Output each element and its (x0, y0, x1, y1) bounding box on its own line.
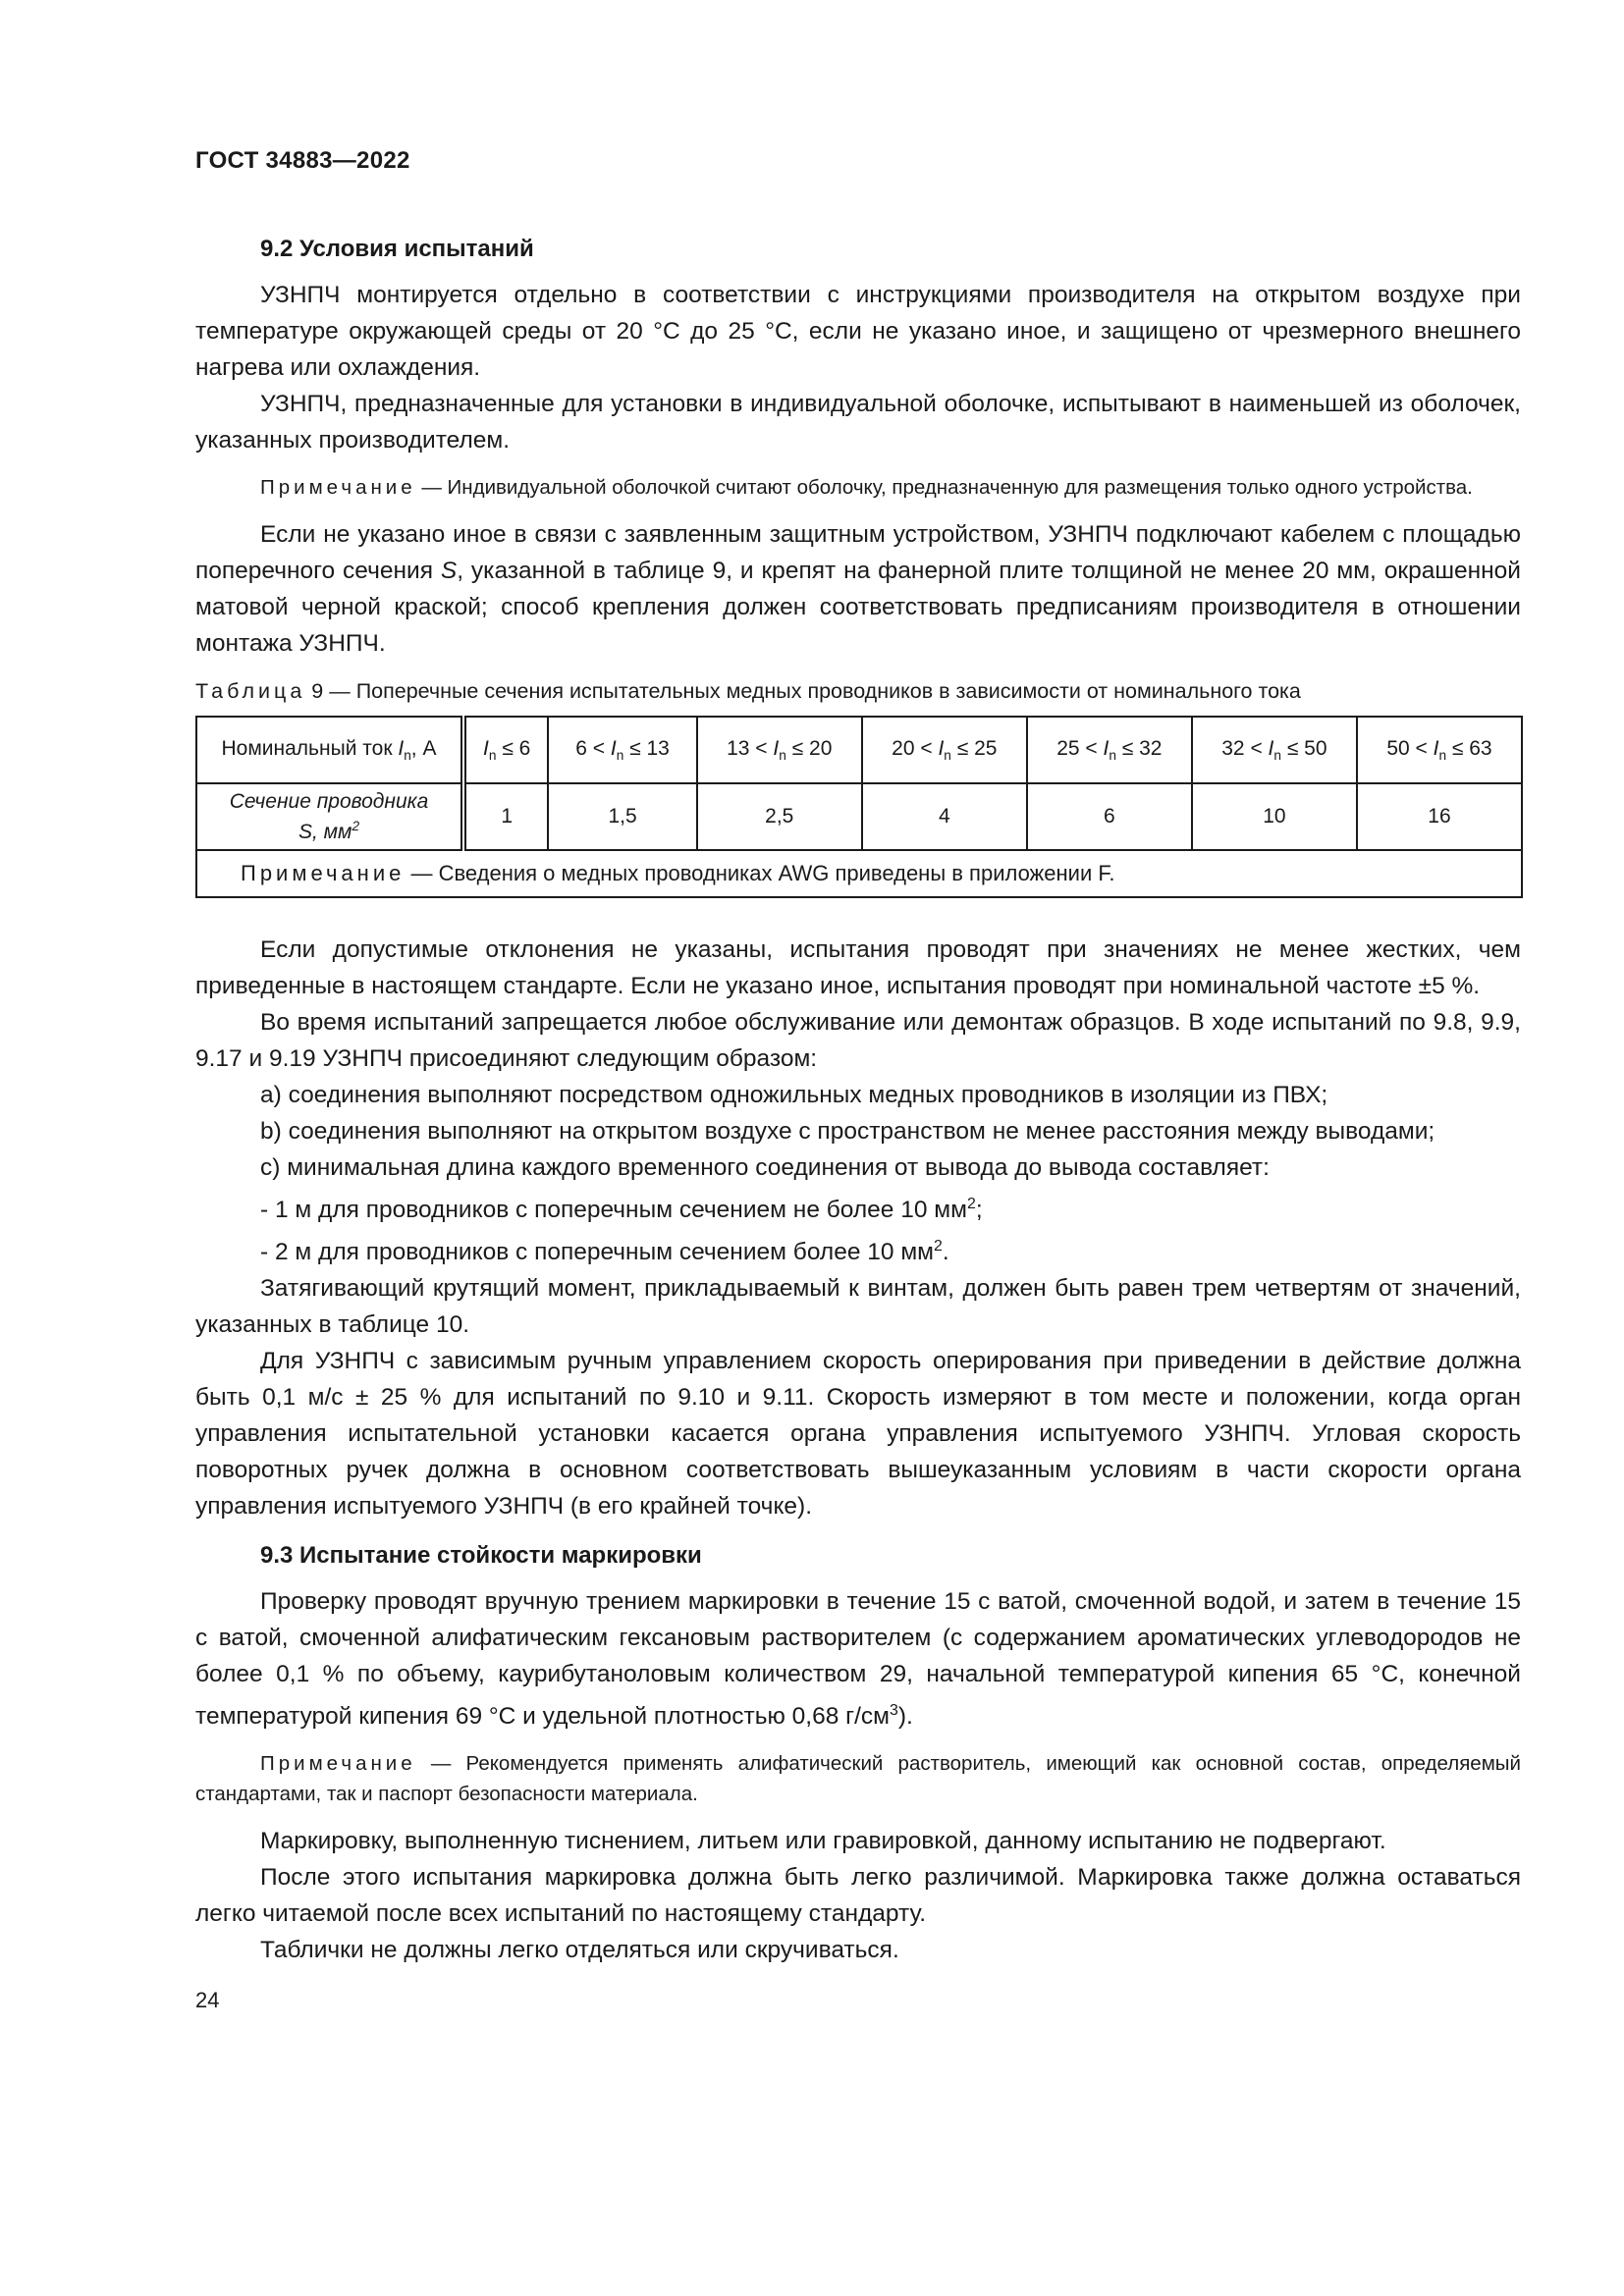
table-caption-text: 9 — Поперечные сечения испытательных медных проводников в зависимости от номинального тока (305, 679, 1301, 703)
note-label: Примечание (260, 1752, 416, 1776)
document-page (195, 147, 1521, 2013)
section-9-3-title: 9.3 Испытание стойкости маркировки (260, 1542, 702, 1570)
table-row (196, 717, 1522, 783)
table-cell: 1 (463, 783, 548, 850)
table-cell: 2,5 (697, 783, 862, 850)
paragraph: После этого испытания маркировка должна быть легко различимой. Маркировка также должна оставаться легко читаемой после всех испытаний по настоящему стандарту. (195, 1864, 1521, 1928)
list-item: а) соединения выполняют посредством одножильных медных проводников в изоляции из ПВХ; (260, 1082, 1328, 1108)
note-text: — Индивидуальной оболочкой считают оболочку, предназначенную для размещения только одного устройства. (415, 476, 1473, 499)
table-cell: $20 < I_n \le 25$ (862, 717, 1027, 783)
text-fragment: , указанной в таблице 9, и крепят на фанерной плите толщиной не менее 20 мм, окрашенной матовой черной краской; способ крепления должен соответствовать предписаниям производителя в отношении монтажа УЗНПЧ. (195, 558, 1521, 657)
paragraph: Проверку проводят вручную трением маркировки в течение 15 с ватой, смоченной водой, и затем в течение 15 с ватой, смоченной алифатическим гексановым растворителем (с содержанием ароматических углеводородов не более 0,1 % по объему, каурибутаноловым количеством 29, начальной температурой кипения 65 °С, конечной температурой кипения 69 °С и удельной плотностью 0,68 $г/см^3$). (195, 1588, 1521, 1731)
paragraph: Таблички не должны легко отделяться или скручиваться. (260, 1937, 899, 1964)
note-text: — Рекомендуется применять алифатический растворитель, имеющий как основной состав, определяемый стандартами, так и паспорт безопасности материала. (195, 1752, 1521, 1806)
table-9 (195, 716, 1523, 898)
cell-text: Сечение проводника (229, 790, 429, 813)
table-caption (195, 679, 1521, 704)
list-item: с) минимальная длина каждого временного соединения от вывода до вывода составляет: (260, 1154, 1270, 1181)
table-cell: $32 < I_n \le 50$ (1192, 717, 1357, 783)
table-cell: $25 < I_n \le 32$ (1027, 717, 1192, 783)
page-number: 24 (195, 1988, 220, 2013)
table-header-cell (196, 717, 463, 783)
text-fragment: Если не указано иное в связи с заявленным защитным устройством, УЗНПЧ подключают кабелем с площадью поперечного сечения (195, 521, 1521, 584)
paragraph: Во время испытаний запрещается любое обслуживание или демонтаж образцов. В ходе испытаний по 9.8, 9.9, 9.17 и 9.19 УЗНПЧ присоединяют следующим образом: (195, 1009, 1521, 1072)
section-9-2-title: 9.2 Условия испытаний (260, 236, 534, 262)
after-table-block (195, 932, 1521, 1524)
symbol-s: S (440, 558, 458, 584)
paragraph: УЗНПЧ, предназначенные для установки в индивидуальной оболочке, испытывают в наименьшей из оболочек, указанных производителем. (195, 391, 1521, 454)
paragraph: УЗНПЧ монтируется отдельно в соответствии с инструкциями производителя на открытом воздухе при температуре окружающей среды от 20 °С до 25 °С, если не указано иное, и защищено от чрезмерного внешнего нагрева или охлаждения. (195, 282, 1521, 381)
superscript: 2 (352, 819, 360, 833)
note (195, 1748, 1521, 1809)
section-9-3 (195, 1542, 1521, 1968)
paragraph (195, 516, 1521, 662)
note-label: Примечание (241, 861, 406, 885)
cell-text: , А (410, 736, 437, 760)
table-caption-label: Таблица (195, 679, 306, 703)
cell-text: S, мм (298, 821, 352, 843)
table-note (196, 850, 1522, 897)
note (195, 472, 1521, 503)
table-cell: $6 < I_n \le 13$ (548, 717, 696, 783)
table-cell: $I_n \le 6$ (463, 717, 548, 783)
paragraph: Маркировку, выполненную тиснением, литьем или гравировкой, данному испытанию не подвергают. (260, 1828, 1386, 1855)
table-cell: 10 (1192, 783, 1357, 850)
document-header: ГОСТ 34883—2022 (195, 147, 410, 174)
list-item: - 2 м для проводников с поперечным сечением более 10 $мм^2$. (260, 1238, 949, 1266)
note-label: Примечание (260, 476, 416, 499)
table-row (196, 850, 1522, 897)
table-header-cell (196, 783, 463, 850)
table-cell: $13 < I_n \le 20$ (697, 717, 862, 783)
table-cell: 16 (1357, 783, 1522, 850)
paragraph: Если допустимые отклонения не указаны, испытания проводят при значениях не менее жестких, чем приведенные в настоящем стандарте. Если не указано иное, испытания проводят при номинальной частоте ±5 %. (195, 936, 1521, 999)
table-row (196, 783, 1522, 850)
table-cell: 1,5 (548, 783, 696, 850)
subscript: n (404, 748, 411, 764)
table-cell: 4 (862, 783, 1027, 850)
list-item: b) соединения выполняют на открытом воздухе с пространством не менее расстояния между выводами; (260, 1118, 1435, 1145)
symbol-i: I (398, 736, 405, 760)
paragraph: Для УЗНПЧ с зависимым ручным управлением скорость оперирования при приведении в действие должна быть 0,1 м/с ± 25 % для испытаний по 9.10 и 9.11. Скорость измеряют в том месте и положении, когда орган управления испытательной установки касается органа управления испытуемого УЗНПЧ. Угловая скорость поворотных ручек должна в основном соответствовать вышеуказанным условиям в части скорости органа управления испытуемого УЗНПЧ (в его крайней точке). (195, 1348, 1521, 1521)
note-text: — Сведения о медных проводниках AWG приведены в приложении F. (405, 861, 1115, 885)
cell-text: Номинальный ток (221, 736, 399, 760)
list-item: - 1 м для проводников с поперечным сечением не более 10 $мм^2$; (260, 1196, 983, 1224)
table-cell: 6 (1027, 783, 1192, 850)
table-cell: $50 < I_n \le 63$ (1357, 717, 1522, 783)
paragraph: Затягивающий крутящий момент, прикладываемый к винтам, должен быть равен трем четвертям от значений, указанных в таблице 10. (195, 1275, 1521, 1339)
